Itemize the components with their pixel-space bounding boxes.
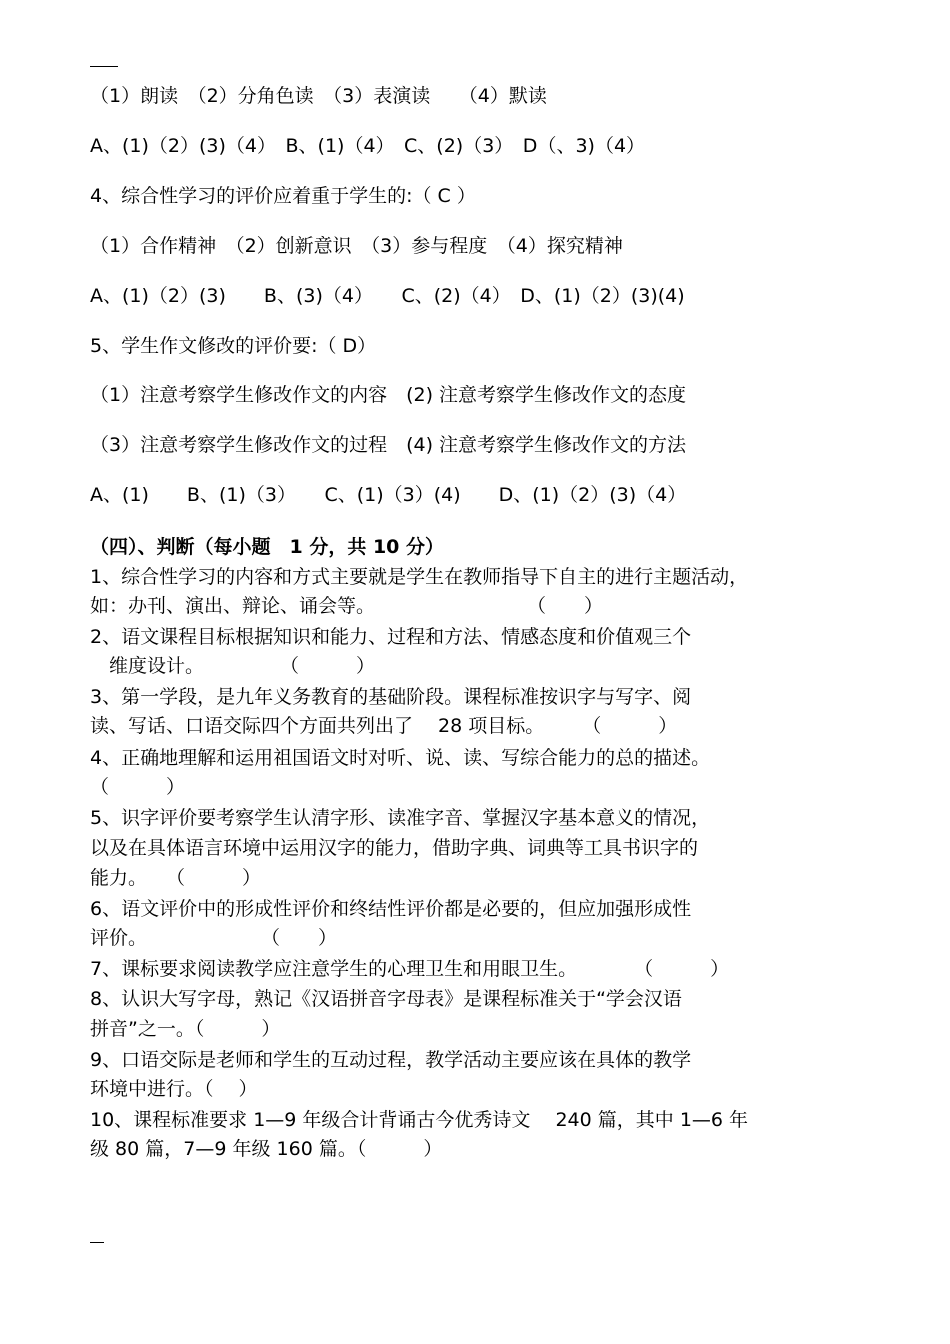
judge-item-5-line-2: 以及在具体语言环境中运用汉字的能力，借助字典、词典等工具书识字的 <box>90 837 699 859</box>
q4-stem: 4、综合性学习的评价应着重于学生的:（ C ） <box>90 185 476 207</box>
q5-answers: A、(1) B、(1)（3） C、(1)（3）(4) D、(1)（2）(3)（4） <box>90 484 687 506</box>
judge-item-9-line-1: 9、口语交际是老师和学生的互动过程，教学活动主要应该在具体的教学 <box>90 1049 692 1071</box>
judge-item-10-line-2: 级 80 篇，7—9 年级 160 篇。（ ） <box>90 1138 443 1160</box>
q5-option-line-1: （1）注意考察学生修改作文的内容 (2) 注意考察学生修改作文的态度 <box>90 384 687 406</box>
top-mark <box>90 66 118 67</box>
judge-item-2-line-1: 2、语文课程目标根据知识和能力、过程和方法、情感态度和价值观三个 <box>90 626 692 648</box>
judge-item-8-line-2: 拼音”之一。（ ） <box>90 1018 281 1040</box>
judge-item-8-line-1: 8、认识大写字母，熟记《汉语拼音字母表》是课程标准关于“学会汉语 <box>90 988 682 1010</box>
judge-item-10-line-1: 10、课程标准要求 1—9 年级合计背诵古今优秀诗文 240 篇，其中 1—6 年 <box>90 1109 749 1131</box>
q5-option-line-2: （3）注意考察学生修改作文的过程 (4) 注意考察学生修改作文的方法 <box>90 434 687 456</box>
judge-item-4-line-2: （ ） <box>90 776 186 798</box>
q4-options: （1）合作精神 （2）创新意识 （3）参与程度 （4）探究精神 <box>90 235 623 257</box>
judge-item-1-line-2: 如：办刊、演出、辩论、诵会等。 （ ） <box>90 595 604 617</box>
q4-answers: A、(1)（2）(3) B、(3)（4） C、(2)（4） D、(1)（2）(3)(4) <box>90 285 685 307</box>
judge-item-6-line-1: 6、语文评价中的形成性评价和终结性评价都是必要的，但应加强形成性 <box>90 898 692 920</box>
judge-item-3-line-2: 读、写话、口语交际四个方面共列出了 28 项目标。 （ ） <box>90 715 678 737</box>
judge-item-4-line-1: 4、正确地理解和运用祖国语文时对听、说、读、写综合能力的总的描述。 <box>90 747 711 769</box>
judge-item-3-line-1: 3、第一学段，是九年义务教育的基础阶段。课程标准按识字与写字、阅 <box>90 686 692 708</box>
judge-item-5-line-3: 能力。 （ ） <box>90 867 262 889</box>
judge-item-5-line-1: 5、识字评价要考察学生认清字形、读准字音、掌握汉字基本意义的情况， <box>90 807 711 829</box>
q5-stem: 5、学生作文修改的评价要:（ D） <box>90 335 377 357</box>
judge-item-1-line-1: 1、综合性学习的内容和方式主要就是学生在教师指导下自主的进行主题活动， <box>90 566 749 588</box>
judge-item-7-line-1: 7、课标要求阅读教学应注意学生的心理卫生和用眼卫生。 （ ） <box>90 958 730 980</box>
judge-item-2-line-2: 维度设计。 （ ） <box>90 655 376 677</box>
judge-item-9-line-2: 环境中进行。（ ） <box>90 1078 258 1100</box>
section-four-heading: （四）、判断（每小题 1 分，共 10 分） <box>90 536 445 558</box>
bottom-mark <box>90 1242 104 1243</box>
judge-item-6-line-2: 评价。 （ ） <box>90 927 338 949</box>
q3-answers: A、(1)（2）(3)（4） B、(1)（4） C、(2)（3） D（、3)（4） <box>90 135 646 157</box>
q3-options: （1）朗读 （2）分角色读 （3）表演读 （4）默读 <box>90 85 547 107</box>
